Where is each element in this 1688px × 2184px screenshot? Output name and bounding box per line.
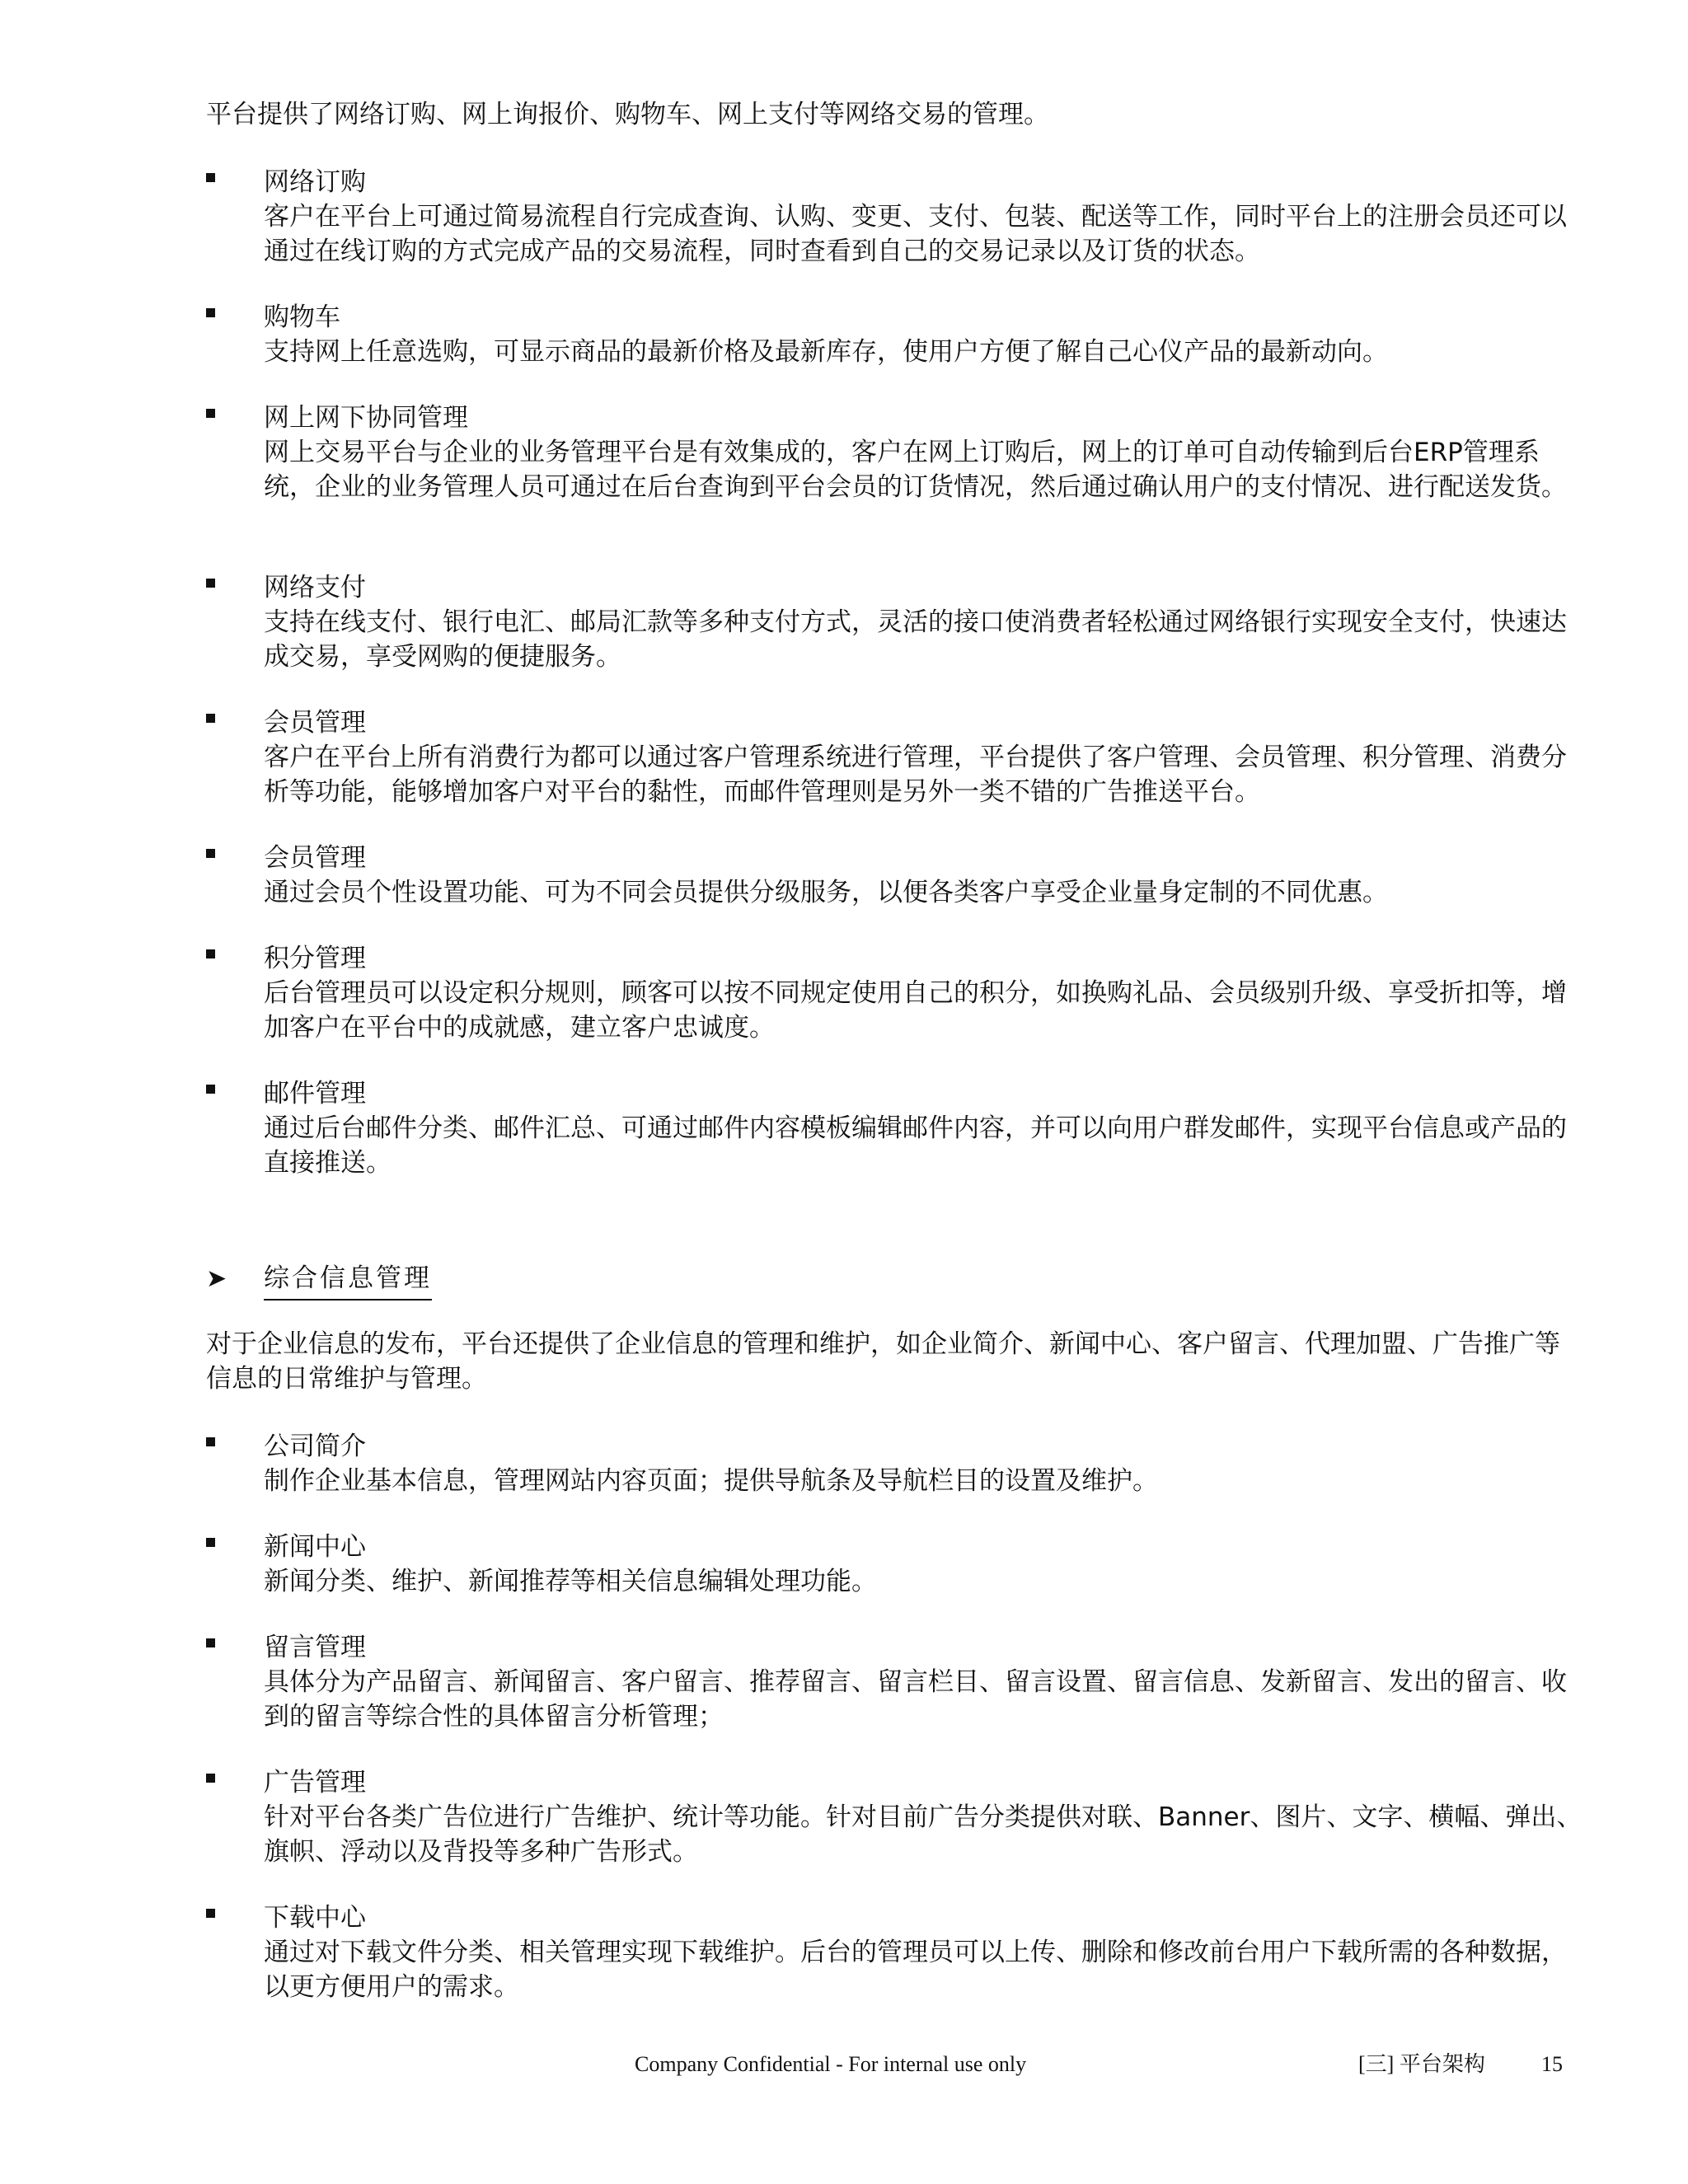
item-description: 后台管理员可以设定积分规则，顾客可以按不同规定使用自己的积分，如换购礼品、会员级别升级、享受折扣等，增加客户在平台中的成就感，建立客户忠诚度。: [264, 978, 1567, 1043]
item-title: 网络支付: [264, 573, 366, 602]
bullet-icon: [206, 1085, 215, 1094]
bullet-icon: [206, 1909, 215, 1918]
item-title: 购物车: [264, 302, 340, 332]
bullet-icon: [206, 409, 215, 418]
bullet-icon: [206, 949, 215, 958]
item-description: 具体分为产品留言、新闻留言、客户留言、推荐留言、留言栏目、留言设置、留言信息、发新留言、发出的留言、收到的留言等综合性的具体留言分析管理；: [264, 1667, 1567, 1732]
item-description: 支持网上任意选购，可显示商品的最新价格及最新库存，使用户方便了解自己心仪产品的最新动向。: [264, 337, 1388, 367]
bullet-icon: [206, 579, 215, 588]
item-title: 积分管理: [264, 944, 366, 973]
item-title: 广告管理: [264, 1768, 366, 1797]
section-title: 综合信息管理: [264, 1261, 432, 1301]
bullet-icon: [206, 849, 215, 858]
bullet-icon: [206, 1774, 215, 1783]
bullet-icon: [206, 1538, 215, 1547]
bullet-icon: [206, 1638, 215, 1647]
bullet-icon: [206, 714, 215, 723]
item-title: 留言管理: [264, 1633, 366, 1662]
item-description: 网上交易平台与企业的业务管理平台是有效集成的，客户在网上订购后，网上的订单可自动传输到后台ERP管理系统，企业的业务管理人员可通过在后台查询到平台会员的订货情况，然后通过确认用户的支付情况、进行配送发货。: [264, 438, 1567, 502]
item-title: 网络订购: [264, 167, 366, 197]
footer-confidential: Company Confidential - For internal use only: [635, 2052, 1027, 2076]
page-number: 15: [1541, 2052, 1563, 2076]
bullet-icon: [206, 308, 215, 317]
item-description: 针对平台各类广告位进行广告维护、统计等功能。针对目前广告分类提供对联、Banner、图片、文字、横幅、弹出、旗帜、浮动以及背投等多种广告形式。: [264, 1802, 1582, 1867]
item-description: 支持在线支付、银行电汇、邮局汇款等多种支付方式，灵活的接口使消费者轻松通过网络银行实现安全支付，快速达成交易，享受网购的便捷服务。: [264, 607, 1567, 672]
item-title: 会员管理: [264, 843, 366, 873]
item-description: 通过后台邮件分类、邮件汇总、可通过邮件内容模板编辑邮件内容，并可以向用户群发邮件，实现平台信息或产品的直接推送。: [264, 1113, 1567, 1178]
bullet-icon: [206, 1437, 215, 1446]
item-description: 新闻分类、维护、新闻推荐等相关信息编辑处理功能。: [264, 1567, 877, 1596]
item-description: 制作企业基本信息，管理网站内容页面；提供导航条及导航栏目的设置及维护。: [264, 1466, 1158, 1496]
item-title: 公司简介: [264, 1432, 366, 1461]
arrow-bullet-icon: ➤: [206, 1264, 227, 1293]
item-description: 通过会员个性设置功能、可为不同会员提供分级服务，以便各类客户享受企业量身定制的不同优惠。: [264, 878, 1388, 907]
intro-paragraph: 平台提供了网络订购、网上询报价、购物车、网上支付等网络交易的管理。: [206, 100, 1049, 129]
section-intro-paragraph: 对于企业信息的发布，平台还提供了企业信息的管理和维护，如企业简介、新闻中心、客户留言、代理加盟、广告推广等信息的日常维护与管理。: [206, 1329, 1560, 1394]
item-description: 客户在平台上可通过简易流程自行完成查询、认购、变更、支付、包装、配送等工作，同时平台上的注册会员还可以通过在线订购的方式完成产品的交易流程，同时查看到自己的交易记录以及订货的状态。: [264, 202, 1567, 266]
item-title: 会员管理: [264, 708, 366, 738]
bullet-icon: [206, 173, 215, 182]
item-title: 新闻中心: [264, 1532, 366, 1562]
item-description: 客户在平台上所有消费行为都可以通过客户管理系统进行管理，平台提供了客户管理、会员管理、积分管理、消费分析等功能，能够增加客户对平台的黏性，而邮件管理则是另外一类不错的广告推送平台。: [264, 743, 1567, 807]
footer-section-label: [三] 平台架构: [1358, 2052, 1485, 2076]
item-title: 下载中心: [264, 1903, 366, 1933]
item-title: 网上网下协同管理: [264, 403, 468, 433]
item-title: 邮件管理: [264, 1079, 366, 1108]
item-description: 通过对下载文件分类、相关管理实现下载维护。后台的管理员可以上传、删除和修改前台用户下载所需的各种数据，以更方便用户的需求。: [264, 1938, 1567, 2002]
